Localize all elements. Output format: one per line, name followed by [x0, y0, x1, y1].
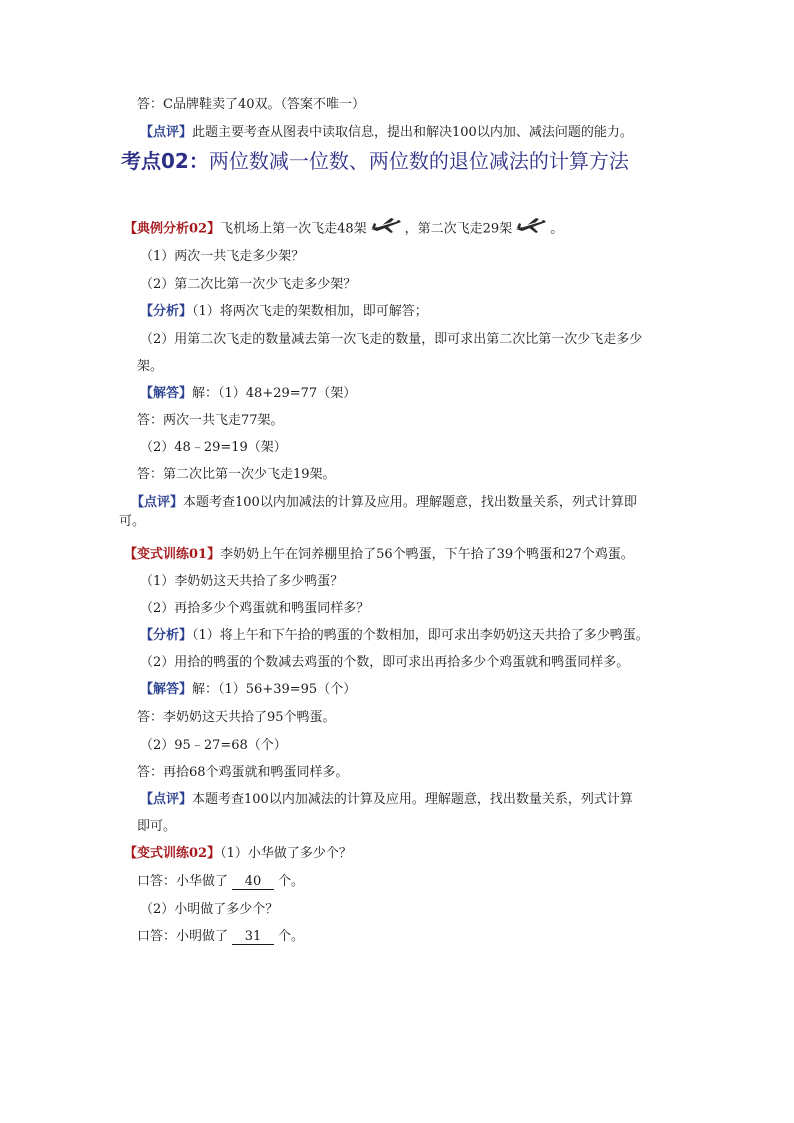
example-tag: 【典例分析02】: [124, 221, 221, 237]
analysis-text: （1）将两次飞走的架数相加，即可解答；: [192, 304, 428, 319]
solution-tag: 【解答】: [140, 682, 193, 697]
example-text-a: 飞机场上第一次飞走48架: [220, 221, 367, 237]
review-tag: 【点评】: [131, 495, 184, 510]
variant1-tag: 【变式训练01】: [124, 547, 221, 562]
answer-blank: 31: [232, 929, 274, 945]
variant2-q2: （2）小明做了多少个？: [140, 902, 279, 917]
analysis-text: （1）将上午和下午拾的鸭蛋的个数相加，即可求出李奶奶这天共拾了多少鸭蛋。: [192, 628, 649, 643]
variant1-analysis2: （2）用拾的鸭蛋的个数减去鸡蛋的个数，即可求出再拾多少个鸡蛋就和鸭蛋同样多。: [140, 655, 630, 670]
variant2-q1: （1）小华做了多少个？: [220, 846, 352, 861]
variant1-text: 李奶奶上午在饲养棚里拾了56个鸭蛋，下午拾了39个鸭蛋和27个鸡蛋。: [220, 547, 634, 562]
review-line: [140, 124, 633, 142]
variant2-intro: [124, 845, 352, 863]
example-review-a: [131, 494, 637, 512]
example-q2: （2）第二次比第一次少飞走多少架？: [140, 277, 357, 292]
answer-prefix: 口答：小明做了: [137, 929, 229, 944]
variant1-solution2: （2）95﹣27=68（个）: [140, 738, 287, 753]
review-tag: 【点评】: [140, 125, 193, 140]
review-tag: 【点评】: [140, 792, 193, 807]
example-review-b: 可。: [119, 514, 146, 529]
variant1-intro: [124, 546, 634, 564]
analysis-tag: 【分析】: [140, 304, 193, 319]
example-solution1: [140, 385, 356, 403]
variant2-answer2: [137, 928, 304, 946]
section-heading: [121, 148, 629, 174]
airplane-icon: [514, 216, 548, 242]
variant2-tag: 【变式训练02】: [124, 846, 221, 861]
example-solution2: （2）48﹣29=19（架）: [140, 440, 287, 455]
review-text: 此题主要考查从图表中读取信息，提出和解决100以内加、减法问题的能力。: [192, 125, 633, 140]
answer-suffix: 个。: [278, 929, 305, 944]
variant1-q1: （1）李奶奶这天共拾了多少鸭蛋？: [140, 574, 344, 589]
example-analysis2b: 架。: [137, 359, 164, 374]
example-analysis1: [140, 303, 428, 321]
heading-title: 两位数减一位数、两位数的退位减法的计算方法: [208, 149, 629, 173]
example-answer2: 答：第二次比第一次少飞走19架。: [137, 467, 336, 482]
variant1-answer1: 答：李奶奶这天共拾了95个鸭蛋。: [137, 710, 336, 725]
variant1-answer2: 答：再拾68个鸡蛋就和鸭蛋同样多。: [137, 765, 349, 780]
answer-line: 答：C品牌鞋卖了40双。（答案不唯一）: [137, 97, 365, 112]
example-answer1: 答：两次一共飞走77架。: [137, 413, 284, 428]
solution-text: 解：（1）48+29=77（架）: [192, 386, 357, 401]
example-text-b: ，第二次飞走29架: [404, 221, 513, 237]
review-text: 本题考查100以内加减法的计算及应用。理解题意，找出数量关系，列式计算即: [183, 495, 637, 510]
answer-blank: 40: [232, 874, 274, 890]
review-text: 本题考查100以内加减法的计算及应用。理解题意，找出数量关系，列式计算: [192, 792, 633, 807]
variant1-q2: （2）再拾多少个鸡蛋就和鸭蛋同样多？: [140, 601, 370, 616]
variant2-answer1: [137, 873, 304, 891]
answer-prefix: 口答：小华做了: [137, 874, 229, 889]
heading-label: 考点02：: [121, 149, 209, 173]
answer-suffix: 个。: [278, 874, 305, 889]
variant1-solution1: [140, 681, 356, 699]
example-intro: [124, 216, 563, 242]
variant1-analysis1: [140, 627, 649, 645]
analysis-tag: 【分析】: [140, 628, 193, 643]
example-text-c: 。: [550, 221, 564, 237]
solution-text: 解：（1）56+39=95（个）: [192, 682, 357, 697]
solution-tag: 【解答】: [140, 386, 193, 401]
variant1-review-a: [140, 791, 633, 809]
variant1-review-b: 即可。: [137, 819, 177, 834]
airplane-icon: [369, 216, 403, 242]
example-q1: （1）两次一共飞走多少架？: [140, 249, 305, 264]
example-analysis2a: （2）用第二次飞走的数量减去第一次飞走的数量，即可求出第二次比第一次少飞走多少: [140, 332, 643, 347]
